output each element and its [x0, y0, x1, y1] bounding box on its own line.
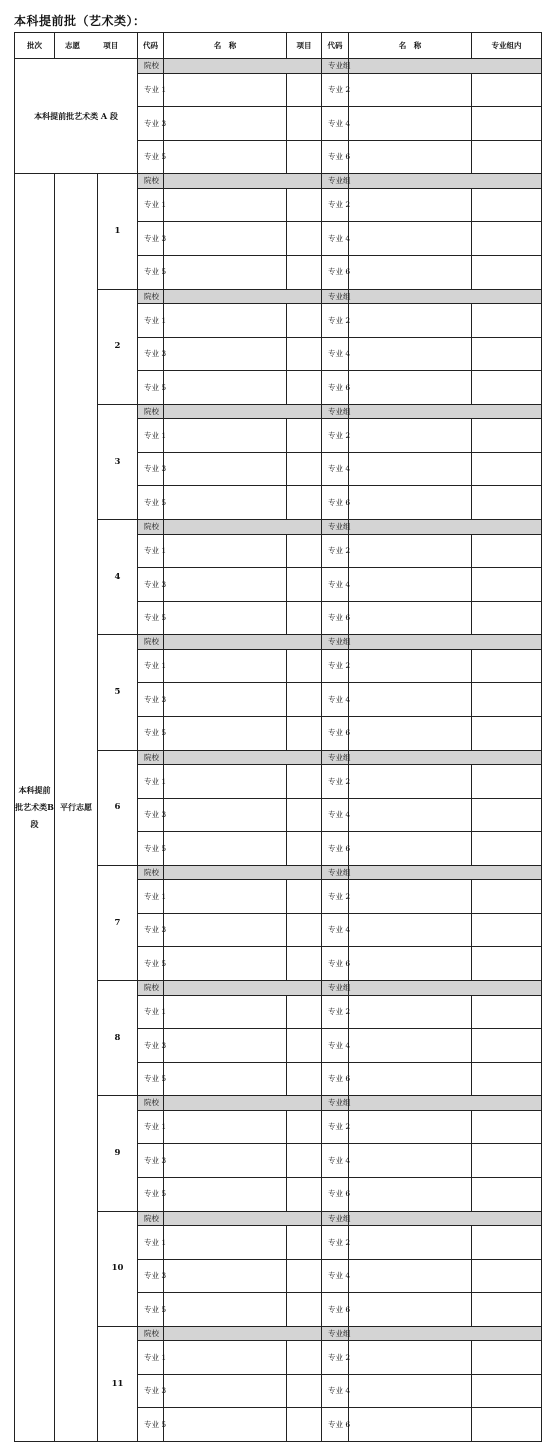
major-code-input[interactable] [349, 1110, 472, 1144]
major-name-input[interactable] [472, 371, 542, 405]
major-label: 专业 1 [138, 188, 164, 222]
major-group-input[interactable] [349, 59, 542, 74]
major-name-input[interactable] [472, 880, 542, 914]
school-label: 院校 [138, 981, 164, 996]
major-name-input[interactable] [287, 304, 322, 338]
major-name-input[interactable] [472, 419, 542, 453]
major-code-input[interactable] [349, 107, 472, 141]
major-label: 专业 5 [138, 1062, 164, 1096]
major-label: 专业 6 [322, 947, 349, 981]
major-code-input[interactable] [349, 188, 472, 222]
major-code-input[interactable] [349, 371, 472, 405]
major-code-input[interactable] [164, 255, 287, 289]
major-code-input[interactable] [349, 222, 472, 256]
major-label: 专业 5 [138, 1177, 164, 1211]
major-label: 专业 5 [138, 255, 164, 289]
major-code-input[interactable] [349, 1408, 472, 1442]
major-name-input[interactable] [287, 140, 322, 174]
code-header-1: 代码 [138, 33, 164, 59]
major-code-input[interactable] [349, 1144, 472, 1178]
school-input[interactable] [164, 865, 322, 880]
major-label: 专业 3 [138, 107, 164, 141]
school-input[interactable] [164, 635, 322, 650]
major-name-input[interactable] [472, 107, 542, 141]
major-code-input[interactable] [164, 1144, 287, 1178]
major-label: 专业 3 [138, 452, 164, 486]
header-row [15, 33, 542, 59]
major-name-input[interactable] [287, 716, 322, 750]
major-code-input[interactable] [164, 1177, 287, 1211]
batch-header: 批次 [15, 33, 55, 59]
major-code-input[interactable] [349, 798, 472, 832]
major-label: 专业 4 [322, 337, 349, 371]
major-code-input[interactable] [349, 880, 472, 914]
major-code-input[interactable] [164, 601, 287, 635]
major-label: 专业 1 [138, 880, 164, 914]
major-code-input[interactable] [164, 188, 287, 222]
major-name-input[interactable] [287, 1259, 322, 1293]
major-label: 专业 1 [138, 419, 164, 453]
major-label: 专业 3 [138, 1029, 164, 1063]
major-name-input[interactable] [287, 765, 322, 799]
major-code-input[interactable] [164, 1259, 287, 1293]
major-code-input[interactable] [164, 765, 287, 799]
major-group-label: 专业组 [322, 59, 349, 74]
major-name-input[interactable] [472, 1374, 542, 1408]
major-name-input[interactable] [472, 486, 542, 520]
major-code-input[interactable] [164, 534, 287, 568]
major-code-input[interactable] [164, 1341, 287, 1375]
major-label: 专业 1 [138, 765, 164, 799]
major-label: 专业 6 [322, 486, 349, 520]
major-name-input[interactable] [287, 649, 322, 683]
page-title: 本科提前批（艺术类）： [14, 14, 146, 28]
major-group-input[interactable] [349, 1211, 542, 1226]
code-header-2: 代码 [322, 33, 349, 59]
major-label: 专业 5 [138, 371, 164, 405]
major-group-input[interactable] [349, 174, 542, 189]
major-code-input[interactable] [349, 716, 472, 750]
major-name-input[interactable] [287, 832, 322, 866]
major-code-input[interactable] [164, 486, 287, 520]
major-group-label: 专业组 [322, 981, 349, 996]
major-group-label: 专业组 [322, 750, 349, 765]
major-group-label: 专业组 [322, 1211, 349, 1226]
major-code-input[interactable] [164, 1226, 287, 1260]
major-name-input[interactable] [472, 1110, 542, 1144]
major-code-input[interactable] [164, 419, 287, 453]
school-label: 院校 [138, 635, 164, 650]
major-label: 专业 5 [138, 716, 164, 750]
major-label: 专业 4 [322, 568, 349, 602]
major-name-input[interactable] [472, 716, 542, 750]
major-name-input[interactable] [287, 73, 322, 107]
school-label: 院校 [138, 289, 164, 304]
major-label: 专业 2 [322, 1110, 349, 1144]
major-code-input[interactable] [164, 880, 287, 914]
major-group-input[interactable] [349, 404, 542, 419]
major-code-input[interactable] [349, 1259, 472, 1293]
major-code-input[interactable] [164, 1408, 287, 1442]
major-code-input[interactable] [164, 716, 287, 750]
major-code-input[interactable] [164, 683, 287, 717]
major-name-input[interactable] [287, 1226, 322, 1260]
major-name-input[interactable] [472, 683, 542, 717]
major-group-label: 专业组 [322, 865, 349, 880]
major-name-input[interactable] [287, 568, 322, 602]
major-label: 专业 4 [322, 798, 349, 832]
major-name-input[interactable] [472, 1226, 542, 1260]
volunteer-number: 4 [98, 520, 138, 635]
major-name-input[interactable] [472, 188, 542, 222]
major-label: 专业 2 [322, 304, 349, 338]
major-group-input[interactable] [349, 520, 542, 535]
major-group-input[interactable] [349, 635, 542, 650]
major-code-input[interactable] [164, 1110, 287, 1144]
major-code-input[interactable] [349, 947, 472, 981]
major-name-input[interactable] [287, 1177, 322, 1211]
major-code-input[interactable] [349, 601, 472, 635]
major-group-label: 专业组 [322, 1326, 349, 1341]
major-name-input[interactable] [472, 255, 542, 289]
school-label: 院校 [138, 1096, 164, 1111]
major-name-input[interactable] [472, 798, 542, 832]
school-label: 院校 [138, 865, 164, 880]
volunteer-number: 5 [98, 635, 138, 750]
major-label: 专业 3 [138, 683, 164, 717]
major-code-input[interactable] [349, 913, 472, 947]
volunteer-header: 志愿 [65, 40, 80, 50]
major-label: 专业 2 [322, 1341, 349, 1375]
major-group-input[interactable] [349, 289, 542, 304]
major-name-input[interactable] [472, 140, 542, 174]
major-code-input[interactable] [164, 995, 287, 1029]
major-name-input[interactable] [472, 1062, 542, 1096]
major-code-input[interactable] [164, 371, 287, 405]
major-code-input[interactable] [164, 947, 287, 981]
major-label: 专业 5 [138, 1408, 164, 1442]
major-name-input[interactable] [287, 1374, 322, 1408]
school-input[interactable] [164, 59, 322, 74]
volunteer-number: 9 [98, 1096, 138, 1211]
major-name-input[interactable] [472, 649, 542, 683]
major-name-input[interactable] [287, 534, 322, 568]
major-group-input[interactable] [349, 865, 542, 880]
school-label: 院校 [138, 1211, 164, 1226]
major-label: 专业 6 [322, 601, 349, 635]
major-name-input[interactable] [287, 1341, 322, 1375]
major-label: 专业 3 [138, 222, 164, 256]
volunteer-number: 3 [98, 404, 138, 519]
major-label: 专业 5 [138, 486, 164, 520]
major-name-input[interactable] [287, 913, 322, 947]
major-label: 专业 4 [322, 1259, 349, 1293]
major-label: 专业 6 [322, 255, 349, 289]
volunteer-number: 2 [98, 289, 138, 404]
major-name-input[interactable] [472, 73, 542, 107]
major-name-input[interactable] [472, 947, 542, 981]
major-name-input[interactable] [472, 832, 542, 866]
major-label: 专业 1 [138, 304, 164, 338]
school-input[interactable] [164, 404, 322, 419]
major-name-input[interactable] [287, 107, 322, 141]
major-code-input[interactable] [164, 140, 287, 174]
major-name-input[interactable] [287, 683, 322, 717]
batch-b-label: 本科提前批艺术类B段 [15, 174, 55, 1442]
major-name-input[interactable] [287, 255, 322, 289]
major-label: 专业 2 [322, 765, 349, 799]
major-code-input[interactable] [164, 798, 287, 832]
major-name-input[interactable] [472, 568, 542, 602]
major-name-input[interactable] [472, 995, 542, 1029]
major-label: 专业 1 [138, 73, 164, 107]
major-code-input[interactable] [349, 683, 472, 717]
major-label: 专业 6 [322, 1408, 349, 1442]
major-code-input[interactable] [164, 1029, 287, 1063]
major-code-input[interactable] [349, 337, 472, 371]
volunteer-number: 11 [98, 1326, 138, 1441]
application-form [14, 32, 542, 1442]
major-code-input[interactable] [349, 649, 472, 683]
major-code-input[interactable] [349, 1062, 472, 1096]
major-label: 专业 1 [138, 1341, 164, 1375]
major-group-label: 专业组 [322, 635, 349, 650]
school-label: 院校 [138, 750, 164, 765]
major-group-input[interactable] [349, 981, 542, 996]
major-group-label: 专业组 [322, 289, 349, 304]
major-group-label: 专业组 [322, 1096, 349, 1111]
major-name-input[interactable] [287, 1062, 322, 1096]
major-name-input[interactable] [287, 1293, 322, 1327]
major-group-input[interactable] [349, 1096, 542, 1111]
major-name-input[interactable] [287, 947, 322, 981]
major-code-input[interactable] [349, 568, 472, 602]
major-label: 专业 2 [322, 649, 349, 683]
major-label: 专业 2 [322, 188, 349, 222]
major-name-input[interactable] [472, 337, 542, 371]
major-label: 专业 4 [322, 1374, 349, 1408]
major-code-input[interactable] [349, 1374, 472, 1408]
major-name-input[interactable] [287, 601, 322, 635]
major-code-input[interactable] [164, 222, 287, 256]
major-code-input[interactable] [164, 1374, 287, 1408]
major-code-input[interactable] [349, 1341, 472, 1375]
major-name-input[interactable] [472, 452, 542, 486]
major-group-label: 专业组 [322, 520, 349, 535]
major-label: 专业 5 [138, 832, 164, 866]
parallel-volunteer-label: 平行志愿 [55, 174, 98, 1442]
major-code-input[interactable] [164, 304, 287, 338]
major-label: 专业 2 [322, 419, 349, 453]
volunteer-number: 8 [98, 981, 138, 1096]
major-name-input[interactable] [472, 913, 542, 947]
school-input[interactable] [164, 174, 322, 189]
name-header-2: 名 称 [349, 33, 472, 59]
major-group-label: 专业组 [322, 404, 349, 419]
major-code-input[interactable] [164, 73, 287, 107]
major-code-input[interactable] [349, 765, 472, 799]
major-label: 专业 3 [138, 1259, 164, 1293]
major-name-input[interactable] [287, 371, 322, 405]
major-label: 专业 4 [322, 452, 349, 486]
name-header-1: 名 称 [164, 33, 287, 59]
major-label: 专业 3 [138, 798, 164, 832]
major-code-input[interactable] [349, 419, 472, 453]
volunteer-number: 6 [98, 750, 138, 865]
major-label: 专业 2 [322, 534, 349, 568]
major-code-input[interactable] [349, 1029, 472, 1063]
major-code-input[interactable] [349, 452, 472, 486]
major-name-input[interactable] [472, 304, 542, 338]
major-name-input[interactable] [472, 1408, 542, 1442]
batch-a-label: 本科提前批艺术类 A 段 [15, 59, 138, 174]
major-name-input[interactable] [287, 1408, 322, 1442]
major-label: 专业 6 [322, 716, 349, 750]
major-label: 专业 1 [138, 1110, 164, 1144]
major-code-input[interactable] [164, 107, 287, 141]
major-code-input[interactable] [349, 995, 472, 1029]
major-label: 专业 2 [322, 73, 349, 107]
major-name-input[interactable] [287, 452, 322, 486]
major-name-input[interactable] [287, 1144, 322, 1178]
school-label: 院校 [138, 1326, 164, 1341]
major-label: 专业 6 [322, 1177, 349, 1211]
major-name-input[interactable] [287, 337, 322, 371]
major-code-input[interactable] [164, 1293, 287, 1327]
major-label: 专业 6 [322, 140, 349, 174]
major-label: 专业 5 [138, 140, 164, 174]
major-code-input[interactable] [164, 832, 287, 866]
major-label: 专业 2 [322, 995, 349, 1029]
volunteer-number: 1 [98, 174, 138, 289]
major-label: 专业 2 [322, 1226, 349, 1260]
major-label: 专业 4 [322, 913, 349, 947]
major-label: 专业 3 [138, 913, 164, 947]
item-header-2: 项目 [287, 33, 322, 59]
major-name-input[interactable] [287, 1029, 322, 1063]
major-label: 专业 3 [138, 337, 164, 371]
volunteer-number: 10 [98, 1211, 138, 1326]
major-code-input[interactable] [349, 1226, 472, 1260]
school-input[interactable] [164, 520, 322, 535]
major-label: 专业 6 [322, 1062, 349, 1096]
major-label: 专业 4 [322, 107, 349, 141]
major-name-input[interactable] [287, 798, 322, 832]
major-code-input[interactable] [164, 649, 287, 683]
major-name-input[interactable] [472, 1259, 542, 1293]
major-label: 专业 1 [138, 649, 164, 683]
major-label: 专业 1 [138, 1226, 164, 1260]
school-input[interactable] [164, 289, 322, 304]
major-name-input[interactable] [472, 534, 542, 568]
school-input[interactable] [164, 1211, 322, 1226]
major-label: 专业 6 [322, 1293, 349, 1327]
major-label: 专业 3 [138, 1144, 164, 1178]
major-name-input[interactable] [287, 222, 322, 256]
school-label: 院校 [138, 520, 164, 535]
major-name-input[interactable] [472, 1029, 542, 1063]
major-code-input[interactable] [349, 255, 472, 289]
major-code-input[interactable] [349, 140, 472, 174]
major-code-input[interactable] [164, 337, 287, 371]
major-name-input[interactable] [287, 1110, 322, 1144]
major-label: 专业 4 [322, 1144, 349, 1178]
major-name-input[interactable] [287, 188, 322, 222]
major-label: 专业 6 [322, 832, 349, 866]
major-label: 专业 4 [322, 222, 349, 256]
major-label: 专业 4 [322, 1029, 349, 1063]
major-name-input[interactable] [472, 1293, 542, 1327]
major-code-input[interactable] [349, 534, 472, 568]
major-name-input[interactable] [287, 419, 322, 453]
major-label: 专业 3 [138, 568, 164, 602]
major-name-input[interactable] [472, 1177, 542, 1211]
major-label: 专业 1 [138, 995, 164, 1029]
major-code-input[interactable] [349, 1177, 472, 1211]
adjust-header: 专业组内 [472, 33, 542, 59]
major-group-label: 专业组 [322, 174, 349, 189]
major-name-input[interactable] [472, 1341, 542, 1375]
item-header: 项目 [103, 40, 119, 50]
major-name-input[interactable] [472, 601, 542, 635]
major-label: 专业 5 [138, 947, 164, 981]
school-input[interactable] [164, 1096, 322, 1111]
major-label: 专业 5 [138, 601, 164, 635]
major-label: 专业 5 [138, 1293, 164, 1327]
major-group-input[interactable] [349, 750, 542, 765]
major-code-input[interactable] [164, 1062, 287, 1096]
school-label: 院校 [138, 404, 164, 419]
major-code-input[interactable] [164, 913, 287, 947]
major-label: 专业 1 [138, 534, 164, 568]
major-code-input[interactable] [349, 1293, 472, 1327]
major-name-input[interactable] [472, 1144, 542, 1178]
major-name-input[interactable] [472, 765, 542, 799]
major-label: 专业 4 [322, 683, 349, 717]
school-input[interactable] [164, 750, 322, 765]
major-group-input[interactable] [349, 1326, 542, 1341]
volunteer-number: 7 [98, 865, 138, 980]
major-label: 专业 6 [322, 371, 349, 405]
school-label: 院校 [138, 59, 164, 74]
major-label: 专业 2 [322, 880, 349, 914]
major-code-input[interactable] [349, 486, 472, 520]
major-code-input[interactable] [349, 304, 472, 338]
major-label: 专业 3 [138, 1374, 164, 1408]
major-code-input[interactable] [164, 452, 287, 486]
major-name-input[interactable] [287, 486, 322, 520]
major-name-input[interactable] [287, 995, 322, 1029]
major-name-input[interactable] [472, 222, 542, 256]
school-input[interactable] [164, 1326, 322, 1341]
school-label: 院校 [138, 174, 164, 189]
school-row [15, 59, 542, 74]
major-name-input[interactable] [287, 880, 322, 914]
school-input[interactable] [164, 981, 322, 996]
major-code-input[interactable] [164, 568, 287, 602]
major-code-input[interactable] [349, 832, 472, 866]
school-row [15, 174, 542, 189]
major-code-input[interactable] [349, 73, 472, 107]
